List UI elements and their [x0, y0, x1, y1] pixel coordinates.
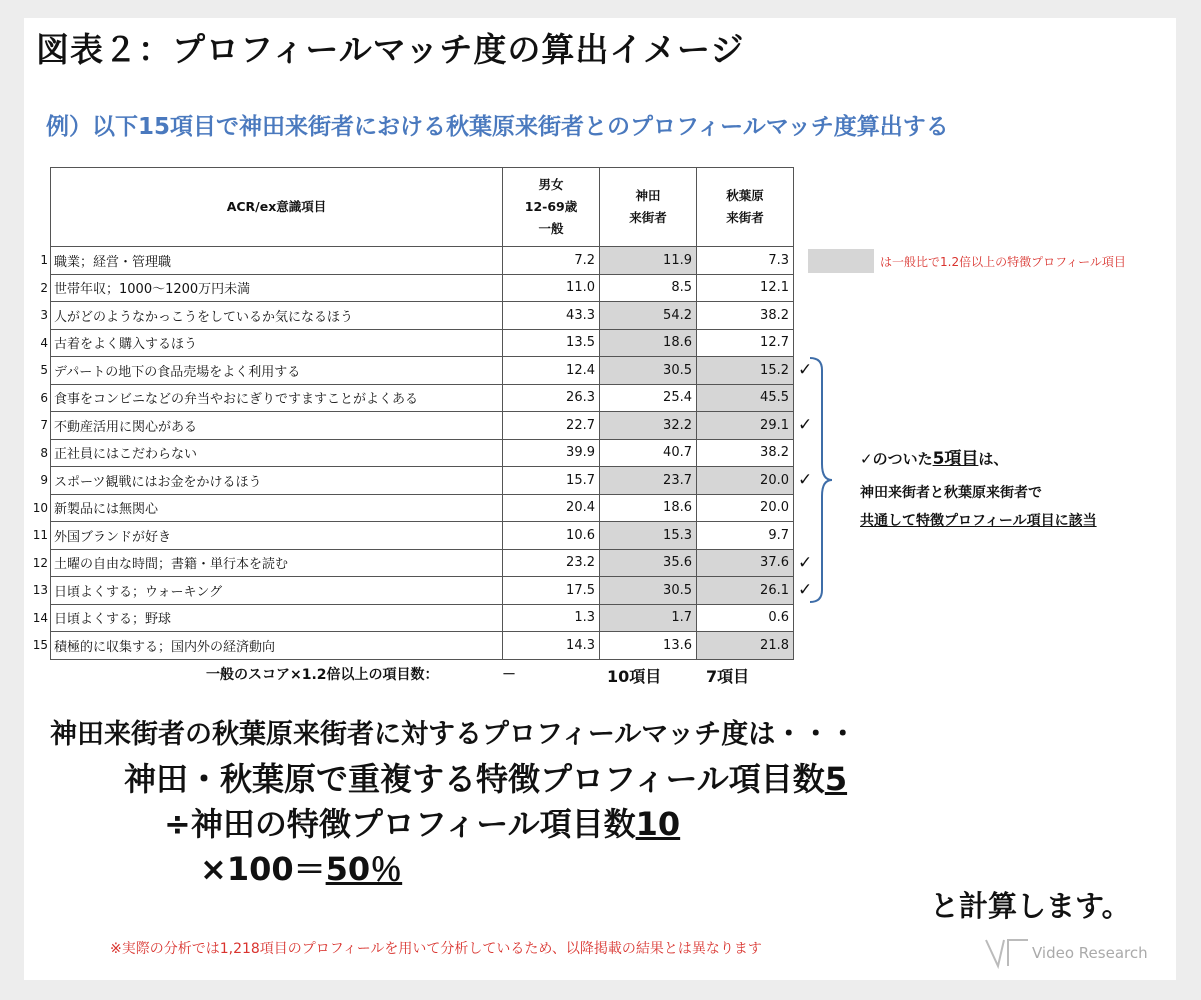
- row-general-value: 39.9: [503, 439, 600, 467]
- row-general-value: 14.3: [503, 632, 600, 660]
- row-number: 13: [32, 583, 48, 598]
- row-general-value: 1.3: [503, 604, 600, 632]
- row-akiba-value: 45.5: [697, 384, 794, 412]
- row-akiba-value: 7.3: [697, 247, 794, 275]
- note-line3: 共通して特徴プロフィール項目に該当: [860, 513, 1097, 529]
- row-general-value: 43.3: [503, 302, 600, 330]
- row-general-value: 12.4: [503, 357, 600, 385]
- legend-text: は一般比で1.2倍以上の特徴プロフィール項目: [880, 255, 1126, 269]
- row-general-value: 17.5: [503, 577, 600, 605]
- header-kanda: [600, 168, 697, 247]
- header-check-cell: [794, 168, 821, 247]
- table-body: [30, 247, 820, 660]
- footer-akiba-count: 7項目: [706, 667, 750, 686]
- footer-count-label: 一般のスコア×1.2倍以上の項目数：: [206, 667, 439, 683]
- table-row: [30, 522, 820, 550]
- note-check-prefix: ✓のついた: [860, 450, 933, 468]
- row-number: 6: [40, 390, 48, 405]
- row-number: 15: [32, 638, 48, 653]
- row-akiba-value: 26.1: [697, 577, 794, 605]
- row-general-value: 13.5: [503, 329, 600, 357]
- row-number: 7: [40, 418, 48, 433]
- row-check-mark: ✓: [798, 415, 813, 436]
- row-item: 職業；経営・管理職: [51, 247, 503, 275]
- video-research-logo-icon: [984, 936, 1030, 970]
- row-item: 積極的に収集する；国内外の経済動向: [51, 632, 503, 660]
- header-num-cell: [30, 168, 51, 247]
- row-akiba-value: 37.6: [697, 549, 794, 577]
- header-general-line3: 一般: [538, 221, 564, 236]
- row-kanda-value: 40.7: [600, 439, 697, 467]
- row-kanda-value: 15.3: [600, 522, 697, 550]
- row-akiba-value: 12.1: [697, 274, 794, 302]
- row-item: 世帯年収；1000～1200万円未満: [51, 274, 503, 302]
- page-subtitle: 例）以下15項目で神田来街者における秋葉原来街者とのプロフィールマッチ度算出する: [46, 114, 949, 140]
- row-item: 人がどのようなかっこうをしているか気になるほう: [51, 302, 503, 330]
- row-check-mark: [794, 632, 821, 660]
- row-general-value: 15.7: [503, 467, 600, 495]
- footnote: ※実際の分析では1,218項目のプロフィールを用いて分析しているため、以降掲載の結果とは異なります: [110, 941, 762, 957]
- row-general-value: 20.4: [503, 494, 600, 522]
- calc-numerator: [124, 754, 847, 800]
- row-kanda-value: 32.2: [600, 412, 697, 440]
- row-check-mark: [794, 274, 821, 302]
- calc-result: [200, 844, 402, 890]
- row-check-mark: [794, 302, 821, 330]
- row-kanda-value: 23.7: [600, 467, 697, 495]
- row-kanda-value: 25.4: [600, 384, 697, 412]
- table-row: [30, 247, 820, 275]
- row-item: 正社員にはこだわらない: [51, 439, 503, 467]
- header-general: [503, 168, 600, 247]
- header-kanda-line1: 神田: [635, 188, 661, 203]
- row-check-mark: ✓: [798, 580, 813, 601]
- row-general-value: 10.6: [503, 522, 600, 550]
- row-item: 食事をコンビニなどの弁当やおにぎりですますことがよくある: [51, 384, 503, 412]
- calc-result-value: 50％: [325, 850, 403, 888]
- row-akiba-value: 38.2: [697, 439, 794, 467]
- row-kanda-value: 35.6: [600, 549, 697, 577]
- note-check-summary: [860, 444, 1008, 469]
- row-number: 9: [40, 473, 48, 488]
- header-akiba-line2: 来街者: [726, 210, 764, 225]
- footer-kanda-count: 10項目: [607, 667, 662, 686]
- table-row: [30, 302, 820, 330]
- row-item: デパートの地下の食品売場をよく利用する: [51, 357, 503, 385]
- calc-denominator-text: ÷神田の特徴プロフィール項目数: [164, 805, 636, 843]
- row-item: 新製品には無関心: [51, 494, 503, 522]
- row-number: 11: [32, 528, 48, 543]
- row-check-mark: ✓: [798, 552, 813, 573]
- header-general-line1: 男女: [538, 177, 564, 192]
- row-general-value: 26.3: [503, 384, 600, 412]
- calc-denominator-value: 10: [635, 805, 681, 843]
- row-item: スポーツ観戦にはお金をかけるほう: [51, 467, 503, 495]
- table-header-row: [30, 168, 820, 247]
- row-akiba-value: 0.6: [697, 604, 794, 632]
- table-row: [30, 632, 820, 660]
- row-general-value: 22.7: [503, 412, 600, 440]
- calc-result-text: ×100＝: [200, 850, 326, 888]
- row-kanda-value: 30.5: [600, 577, 697, 605]
- row-number: 3: [40, 308, 48, 323]
- profile-table: [30, 167, 820, 660]
- table-row: [30, 604, 820, 632]
- row-akiba-value: 9.7: [697, 522, 794, 550]
- footer-general-count: －: [502, 667, 516, 683]
- row-item: 日頃よくする；野球: [51, 604, 503, 632]
- row-general-value: 23.2: [503, 549, 600, 577]
- row-general-value: 11.0: [503, 274, 600, 302]
- row-item: 古着をよく購入するほう: [51, 329, 503, 357]
- row-check-mark: [794, 329, 821, 357]
- row-number: 14: [32, 610, 48, 625]
- table-row: [30, 384, 820, 412]
- row-number: 8: [40, 445, 48, 460]
- calc-numerator-text: 神田・秋葉原で重複する特徴プロフィール項目数: [124, 760, 825, 798]
- table-row: [30, 274, 820, 302]
- row-akiba-value: 15.2: [697, 357, 794, 385]
- row-check-mark: ✓: [798, 470, 813, 491]
- legend-swatch: [808, 249, 874, 273]
- row-kanda-value: 8.5: [600, 274, 697, 302]
- row-number: 5: [40, 363, 48, 378]
- header-general-line2: 12-69歳: [524, 199, 578, 214]
- row-kanda-value: 30.5: [600, 357, 697, 385]
- row-number: 1: [40, 253, 48, 268]
- row-number: 12: [32, 555, 48, 570]
- row-number: 4: [40, 335, 48, 350]
- row-kanda-value: 18.6: [600, 329, 697, 357]
- calc-intro: 神田来街者の秋葉原来街者に対するプロフィールマッチ度は・・・: [50, 719, 857, 750]
- curly-brace-icon: [806, 356, 836, 606]
- table-row: [30, 439, 820, 467]
- header-akiba: [697, 168, 794, 247]
- table-row: [30, 494, 820, 522]
- row-item: 外国ブランドが好き: [51, 522, 503, 550]
- row-kanda-value: 11.9: [600, 247, 697, 275]
- table-row: [30, 577, 820, 605]
- row-akiba-value: 21.8: [697, 632, 794, 660]
- calc-denominator: [164, 799, 680, 845]
- header-item: ACR/ex意識項目: [51, 168, 503, 247]
- header-kanda-line2: 来街者: [629, 210, 667, 225]
- row-general-value: 7.2: [503, 247, 600, 275]
- row-kanda-value: 18.6: [600, 494, 697, 522]
- row-item: 土曜の自由な時間；書籍・単行本を読む: [51, 549, 503, 577]
- row-akiba-value: 20.0: [697, 494, 794, 522]
- row-number: 2: [40, 280, 48, 295]
- row-kanda-value: 1.7: [600, 604, 697, 632]
- row-number: 10: [32, 500, 48, 515]
- table-row: [30, 357, 820, 385]
- note-check-suffix: は、: [978, 450, 1009, 468]
- row-akiba-value: 12.7: [697, 329, 794, 357]
- row-kanda-value: 54.2: [600, 302, 697, 330]
- note-line2: 神田来街者と秋葉原来街者で: [860, 485, 1042, 501]
- table-row: [30, 412, 820, 440]
- calc-numerator-value: 5: [824, 760, 848, 798]
- row-kanda-value: 13.6: [600, 632, 697, 660]
- table-row: [30, 467, 820, 495]
- row-akiba-value: 20.0: [697, 467, 794, 495]
- header-akiba-line1: 秋葉原: [726, 188, 764, 203]
- note-check-count: 5項目: [932, 449, 979, 469]
- row-akiba-value: 29.1: [697, 412, 794, 440]
- table-row: [30, 549, 820, 577]
- row-item: 不動産活用に関心がある: [51, 412, 503, 440]
- row-akiba-value: 38.2: [697, 302, 794, 330]
- row-check-mark: ✓: [798, 360, 813, 381]
- calc-closing: と計算します。: [930, 889, 1131, 923]
- table-row: [30, 329, 820, 357]
- page-title: 図表２：プロフィールマッチ度の算出イメージ: [36, 30, 745, 69]
- logo-text: Video Research: [1032, 944, 1148, 962]
- row-item: 日頃よくする；ウォーキング: [51, 577, 503, 605]
- row-check-mark: [794, 604, 821, 632]
